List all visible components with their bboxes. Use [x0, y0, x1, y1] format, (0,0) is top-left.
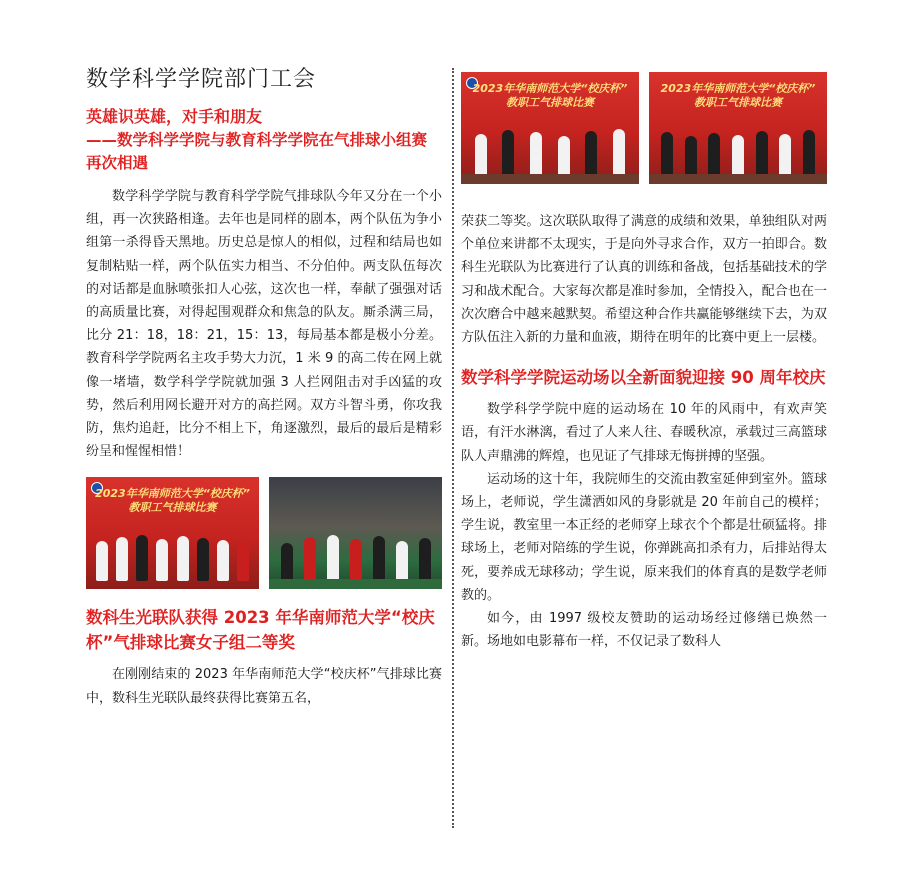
- team-members-gym: [275, 529, 436, 581]
- photo-banner-text: 2023年华南师范大学“校庆杯” 教职工气排球比赛: [660, 82, 816, 109]
- team-photo-gym: [269, 477, 442, 589]
- photo-banner-text: 2023年华南师范大学“校庆杯” 教职工气排球比赛: [95, 487, 250, 515]
- article1-title: 英雄识英雄，对手和朋友: [86, 107, 263, 126]
- award-members: [467, 124, 633, 176]
- article3-para2: 运动场的这十年，我院师生的交流由教室延伸到室外。篮球场上，老师说，学生潇洒如风的身影就是 20 年前自己的模样；学生说，教室里一本正经的老师穿上球衣个个都是壮硕猛将。排球场上，老师对陪练的学生说，你弹跳高扣杀有力，后排站得太死，要养成无球移动；学生说，原来我们的体育真的是数学老师教的。: [461, 471, 827, 603]
- team-members: [92, 529, 253, 581]
- right-photo-row: [461, 72, 827, 184]
- article1-subtitle: ——数学科学学院与教育科学学院在气排球小组赛再次相遇: [86, 131, 428, 172]
- left-column: [86, 62, 442, 710]
- article2-body-right: 荣获二等奖。这次联队取得了满意的成绩和效果，单独组队对两个单位来讲都不太现实，于是向外寻求合作，双方一拍即合。数科生光联队为比赛进行了认真的训练和备战，包括基础技术的学习和战术配合。大家每次都是准时参加，全情投入，配合也在一次次磨合中越来越默契。希望这种合作共赢能够继续下去，为双方队伍注入新的力量和血液，期待在明年的比赛中更上一层楼。: [461, 214, 827, 346]
- award-photo-women-team: [649, 72, 827, 184]
- left-photo-row: [86, 477, 442, 589]
- right-column: [461, 72, 827, 653]
- article3-para3: 如今，由 1997 级校友赞助的运动场经过修缮已焕然一新。场地如电影幕布一样，不仅记录了数科人: [461, 611, 827, 650]
- article1-body: 数学科学学院与教育科学学院气排球队今年又分在一个小组，再一次狭路相逢。去年也是同样的剧本，两个队伍为争小组第一杀得昏天黑地。历史总是惊人的相似，过程和结局也如复制粘贴一样，两个队伍实力相当、不分伯仲。两支队伍每次的对话都是血脉喷张扣人心弦，这次也一样，奉献了强强对话的高质量比赛，对得起围观群众和焦急的队友。厮杀满三局，比分 21：18，18：21，15：13，每局基本都是极小分差。教育科学学院两名主攻手势大力沉，1 米 9 的高二传在网上就像一堵墙，数学科学学院就加强 3 人拦网阻击对手凶猛的攻势，然后利用网长避开对方的高拦网。双方斗智斗勇，你攻我防，焦灼追赶，比分不相上下，角逐激烈，最后的最后是精彩纷呈和惺惺相惜！: [86, 189, 442, 460]
- article2-body-left: 在刚刚结束的 2023 年华南师范大学“校庆杯”气排球比赛中，数科生光联队最终获得比赛第五名，: [86, 667, 442, 706]
- award-photo-trophy: [461, 72, 639, 184]
- section-title: 数学科学学院部门工会: [86, 67, 317, 92]
- article2-title: 数科生光联队获得 2023 年华南师范大学“校庆杯”气排球比赛女子组二等奖: [86, 608, 435, 653]
- team-photo-award-banner: [86, 477, 259, 589]
- article3-title: 数学科学学院运动场以全新面貌迎接 90 周年校庆: [461, 368, 826, 388]
- women-team-members: [655, 124, 821, 176]
- photo-banner-text: 2023年华南师范大学“校庆杯” 教职工气排球比赛: [472, 82, 628, 109]
- article3-para1: 数学科学学院中庭的运动场在 10 年的风雨中，有欢声笑语，有汗水淋漓，看过了人来人往、春暖秋凉，承载过三高篮球队人声鼎沸的辉煌，也见证了气排球无悔拼搏的坚强。: [461, 402, 827, 464]
- column-divider: [452, 68, 454, 828]
